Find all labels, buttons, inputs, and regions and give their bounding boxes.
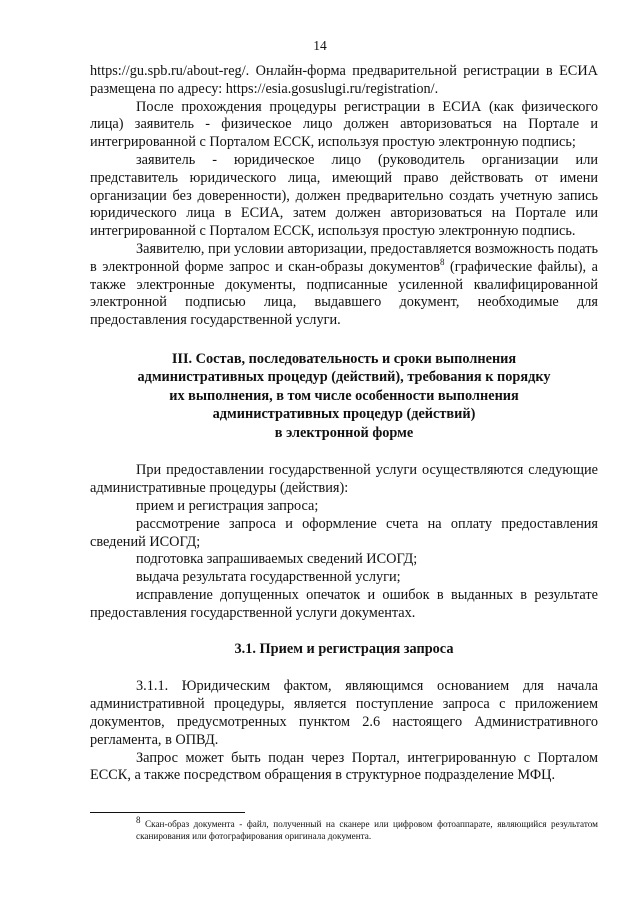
procedure-item: выдача результата государственной услуги; (136, 569, 401, 586)
footnote-body: Скан-образ документа - файл, полученный на сканере или цифровом фотоаппарате, являющийся результатом сканирования или фотографирования оригинала документа. (136, 819, 598, 841)
footnote-separator (90, 812, 245, 813)
paragraph-electronic-submission (90, 241, 598, 330)
paragraph-registration-links: https://gu.spb.ru/about-reg/. Онлайн-форма предварительной регистрации в ЕСИА размещена по адресу: https://esia.gosuslugi.ru/registration/. (90, 63, 598, 97)
section-3-heading-line-5: в электронной форме (274, 424, 414, 441)
footnote-reference: 8 (439, 257, 445, 267)
section-3-heading-line-4: административных процедур (действий) (212, 406, 476, 423)
section-3-heading-line-2: административных процедур (действий), требования к порядку (137, 369, 551, 386)
paragraph-3-1-1: 3.1.1. Юридическим фактом, являющимся основанием для начала административной процедуры, является поступление запроса с приложением документов, предусмотренных пунктом 2.6 настоящего Административного регламента, в ОПВД. (90, 678, 598, 748)
submission-text-start: Заявителю, при условии авторизации, предоставляется возможность подать в электронной форме запрос и скан-образы документов (90, 240, 598, 275)
document-body (90, 63, 598, 785)
procedure-item: подготовка запрашиваемых сведений ИСОГД; (136, 551, 418, 568)
section-3-heading-line-3: их выполнения, в том числе особенности выполнения (169, 387, 519, 404)
paragraph-legal-entity-authorization: заявитель - юридическое лицо (руководитель организации или представитель юридического лица, имеющий право действовать от имени организации без доверенности), должен предварительно создать учетную запись юридического лица в ЕСИА, затем должен авторизоваться на Портале или интегрированной с Порталом ЕССК, используя простую электронную подпись. (90, 151, 598, 240)
procedure-item: рассмотрение запроса и оформление счета на оплату предоставления сведений ИСОГД; (90, 515, 598, 550)
paragraph-submission-channels: Запрос может быть подан через Портал, интегрированную с Порталом ЕССК, а также посредством обращения в структурное подразделение МФЦ. (90, 749, 598, 784)
procedure-item: прием и регистрация запроса; (136, 498, 319, 515)
footnote-marker: 8 (136, 814, 141, 825)
procedure-item: исправление допущенных опечаток и ошибок в выданных в результате предоставления государственной услуги документах. (90, 587, 598, 621)
submission-text-end: (графические файлы), а также электронные документы, подписанные усиленной квалифицированной электронной подписью лица, выдавшего документ, необходимые для предоставления государственной услуги. (90, 258, 598, 329)
footnote (90, 814, 598, 842)
section-3-heading (90, 350, 598, 443)
footnote-text (90, 814, 598, 842)
procedures-intro: При предоставлении государственной услуги осуществляются следующие административные процедуры (действия): (90, 462, 598, 497)
paragraph-individual-authorization: После прохождения процедуры регистрации в ЕСИА (как физического лица) заявитель - физическое лицо должен авторизоваться на Портале и интегрированной с Порталом ЕССК, используя простую электронную подпись; (90, 98, 598, 151)
subsection-3-1-heading: 3.1. Прием и регистрация запроса (234, 640, 454, 657)
section-3-heading-line-1: III. Состав, последовательность и сроки выполнения (171, 350, 517, 367)
page-number: 14 (313, 38, 327, 53)
